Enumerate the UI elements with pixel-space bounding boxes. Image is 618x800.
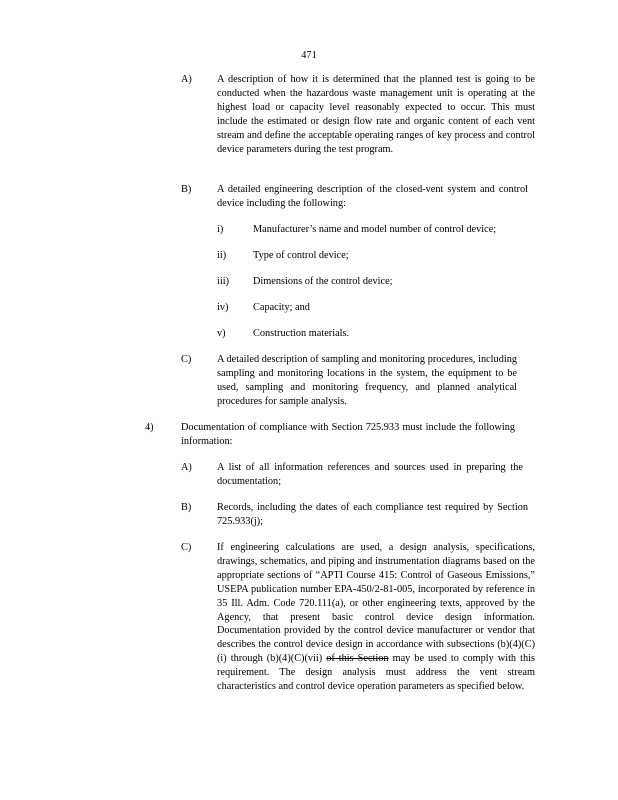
subitem-label: v)	[217, 328, 226, 339]
item-label: A)	[181, 74, 192, 85]
subitem-text: Type of control device;	[253, 250, 349, 261]
struck-text: of this Section	[326, 653, 389, 665]
item-text: A description of how it is determined that the planned test is going to be conducted when the hazardous waste management unit is operating at the highest load or capacity level reasonably expected to occur. This must include the estimated or design flow rate and organic content of each vent stream and define the acceptable operating ranges of key process and control device parameters during the test program.	[217, 74, 535, 155]
item-label: B)	[181, 502, 192, 513]
item-label: B)	[181, 184, 192, 195]
item-text: Records, including the dates of each compliance test required by Section 725.933(j);	[217, 502, 528, 527]
page-number: 471	[301, 50, 317, 61]
subitem-text: Manufacturer’s name and model number of control device;	[253, 224, 497, 235]
subitem-text: Capacity; and	[253, 302, 310, 313]
subitem-label: iv)	[217, 302, 229, 313]
item-text: Documentation of compliance with Section 725.933 must include the following information:	[181, 422, 515, 447]
text-before-deletion: If engineering calculations are used, a design analysis, specifications, drawings, schematics, and piping and instrumentation diagrams based on the appropriate sections of “APTI Course 415: Control of Gaseous Emissions,” USEPA publication number EPA-450/2-81-005, incorporated by reference in 35 Ill. Adm. Code 720.111(a), or other engineering texts, approved by the Agency, that present basic control device design information. Documentation provided by the control device manufacturer or vendor that describes the control device design in accordance with subsections (b)(4)(C)(i) through (b)(4)(C)(vii)	[217, 542, 535, 665]
subitem-label: i)	[217, 224, 224, 235]
item-label: 4)	[145, 422, 154, 433]
subitem-text: Dimensions of the control device;	[253, 276, 393, 287]
item-label: A)	[181, 462, 192, 473]
subitem-label: iii)	[217, 276, 230, 287]
subitem-text: Construction materials.	[253, 328, 350, 339]
item-text: A list of all information references and sources used in preparing the documentation;	[217, 462, 523, 487]
text-after-deletion: may be used to comply with this requirement. The design analysis must address the vent stream characteristics and control device operation parameters as specified below.	[217, 653, 535, 693]
subitem-label: ii)	[217, 250, 227, 261]
item-label: C)	[181, 354, 192, 365]
item-text: A detailed engineering description of the closed-vent system and control device including the following:	[217, 184, 528, 209]
item-label: C)	[181, 542, 192, 553]
item-text	[217, 541, 535, 694]
item-text: A detailed description of sampling and monitoring procedures, including sampling and monitoring locations in the system, the equipment to be used, sampling and monitoring frequency, and planned analytical procedures for sample analysis.	[217, 354, 517, 407]
